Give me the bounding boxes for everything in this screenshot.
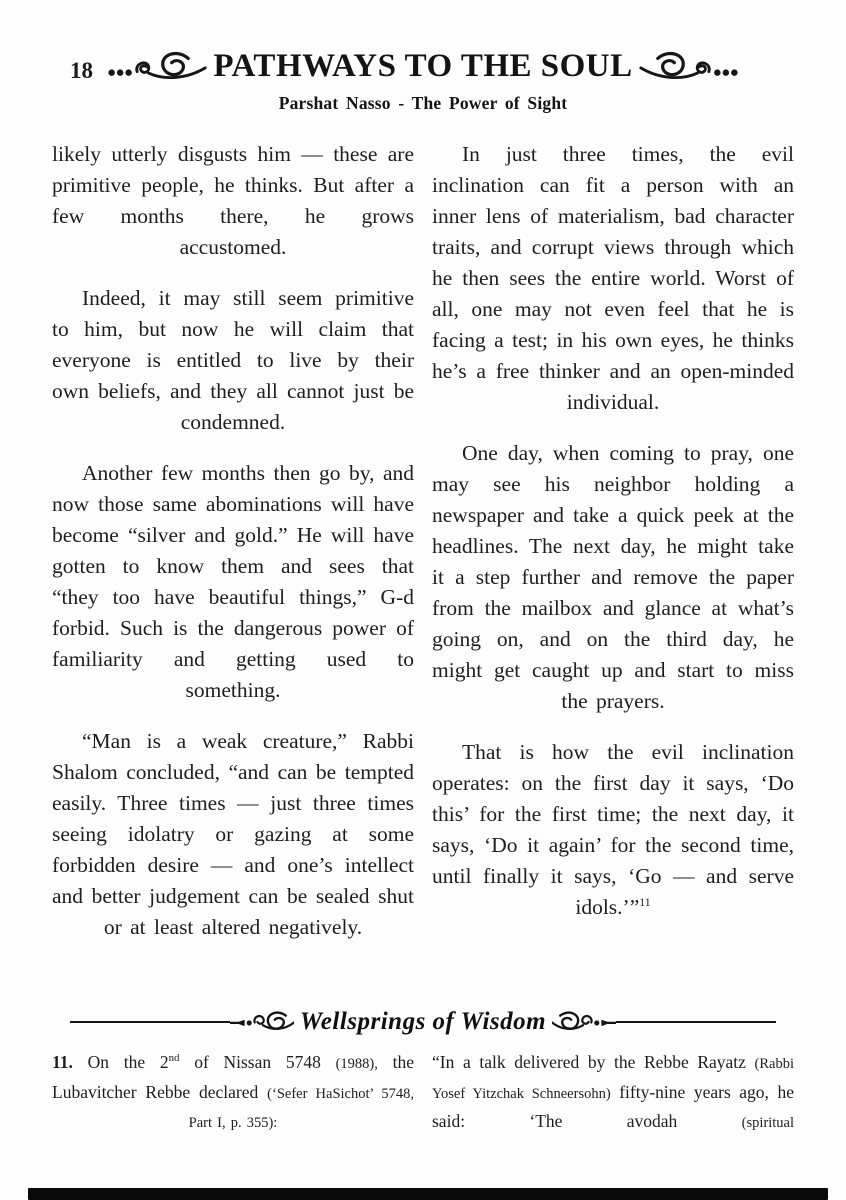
footnote-text: “In a talk delivered by the Rebbe Rayatz [432,1052,755,1072]
paragraph-text: One day, when coming to pray, one may see his neighbor holding a newspaper and take a quick peek at the headlines. The next day, he might take it a step further and remove the paper from the mailbox and glance at what’s going on, and on the third day, he might get caught up and start to miss the prayers. [432,441,794,713]
page-number: 18 [70,58,93,83]
paragraph-text: likely utterly disgusts him — these are primitive people, he thinks. But after a few months there, he grows accustomed. [52,142,414,259]
paragraph [432,139,794,418]
divider-rule-left [70,1021,230,1024]
footnote-text: the Lubavitcher Rebbe declared [52,1052,414,1102]
paragraph [52,283,414,438]
paragraph-text: Indeed, it may still seem primitive to him, but now he will claim that everyone is entitled to live by their own beliefs, and they all cannot just be condemned. [52,286,414,434]
flourish-right-icon [637,47,741,85]
body-column-right [432,139,794,999]
divider-flourish-left-icon [230,1009,294,1035]
paragraph [432,438,794,717]
footnote-citation: (‘Sefer HaSichot’ 5748, Part I, p. 355): [188,1085,415,1131]
wellsprings-divider [70,1005,776,1039]
footnote-text: of Nissan 5748 [179,1052,336,1072]
footnote-text: On the 2 [72,1052,169,1072]
paragraph-text: That is how the evil inclination operates: on the first day it says, ‘Do this’ for the first time; the next day, it says, ‘Do it again’ for the second time, until finally it says, ‘Go — and serve idols.’” [432,740,794,919]
paragraph-text: “Man is a weak creature,” Rabbi Shalom concluded, “and can be tempted easily. Three times — just three times seeing idolatry or gazing at some forbidden desire — and one’s intellect and better judgement can be sealed shut or at least altered negatively. [52,729,414,939]
footnote-reference: 11 [639,894,651,909]
footnotes-section [0,1039,846,1138]
paragraph-text: In just three times, the evil inclination can fit a person with an inner lens of materialism, bad character traits, and corrupt views through which he then sees the entire world. Worst of all, one may not even feel that he is facing a test; in his own eyes, he thinks he’s a free thinker and an open-minded individual. [432,142,794,414]
divider-flourish-right-icon [552,1009,616,1035]
book-title: PATHWAYS TO THE SOUL [213,47,633,84]
footnote-left [52,1049,414,1138]
page-header [0,0,846,114]
paragraph [52,139,414,263]
paragraph-text: Another few months then go by, and now those same abominations will have become “silver and gold.” He will have gotten to know them and sees that “they too have beautiful things,” G-d forbid. Such is the dangerous power of familiarity and getting used to something. [52,461,414,702]
scan-edge-artifact [28,1188,828,1200]
footnote-number: 11. [52,1052,73,1072]
footnote-text: fifty-nine years ago, he said: ‘The avodah [432,1081,794,1131]
divider-rule-right [616,1021,776,1024]
flourish-left-icon [105,47,209,85]
footnote-citation: (spiritual [741,1115,794,1131]
chapter-subtitle: Parshat Nasso - The Power of Sight [278,93,568,113]
paragraph [432,737,794,923]
paragraph [52,726,414,943]
title-row [0,44,846,88]
paragraph [52,458,414,706]
ordinal-superscript: nd [168,1052,180,1065]
wellsprings-label: Wellsprings of Wisdom [299,1008,547,1035]
footnote-right [432,1049,794,1138]
body-columns [0,114,846,999]
footnote-citation: (Rabbi Yosef Yitzchak Schneersohn) [432,1056,794,1102]
body-column-left [52,139,414,999]
footnote-citation: (1988), [335,1056,378,1072]
